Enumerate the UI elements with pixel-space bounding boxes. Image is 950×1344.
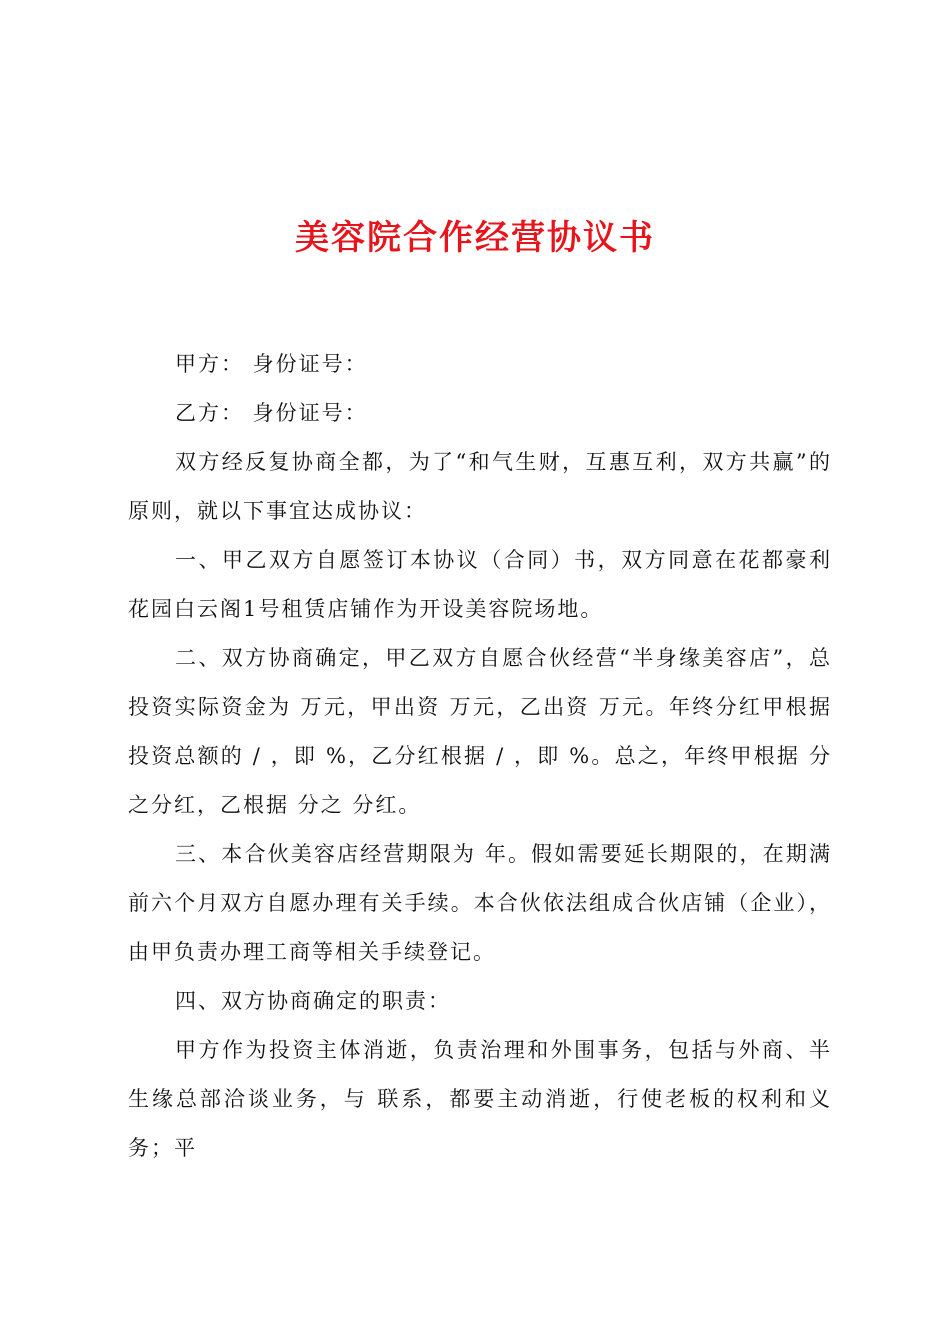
document-title: 美容院合作经营协议书	[295, 218, 655, 258]
clause-4-heading: 四、双方协商确定的职责：	[175, 989, 451, 1013]
document-body	[128, 340, 832, 1173]
clause-2-paragraph: 二、双方协商确定，甲乙双方自愿合伙经营“半身缘美容店”，总投资实际资金为 万元，甲出资 万元，乙出资 万元。年终分红甲根据投资总额的 / ，即 %，乙分红根据 / ，即 %。总之，年终甲根据 分之分红，乙根据 分之 分红。	[128, 646, 832, 817]
party-b-line: 乙方： 身份证号：	[175, 401, 368, 425]
party-a-duties-paragraph: 甲方作为投资主体消逝，负责治理和外围事务，包括与外商、半生缘总部洽谈业务，与 联系，都要主动消逝，行使老板的权利和义务；平	[128, 1038, 832, 1160]
preamble-paragraph: 双方经反复协商全都，为了“和气生财，互惠互利，双方共赢”的原则，就以下事宜达成协议：	[128, 450, 832, 523]
clause-1-paragraph: 一、甲乙双方自愿签订本协议（合同）书，双方同意在花都豪利花园白云阁1号租赁店铺作为开设美容院场地。	[128, 548, 832, 621]
party-a-line: 甲方： 身份证号：	[175, 352, 368, 376]
clause-3-paragraph: 三、本合伙美容店经营期限为 年。假如需要延长期限的，在期满前六个月双方自愿办理有关手续。本合伙依法组成合伙店铺（企业），由甲负责办理工商等相关手续登记。	[128, 842, 832, 964]
